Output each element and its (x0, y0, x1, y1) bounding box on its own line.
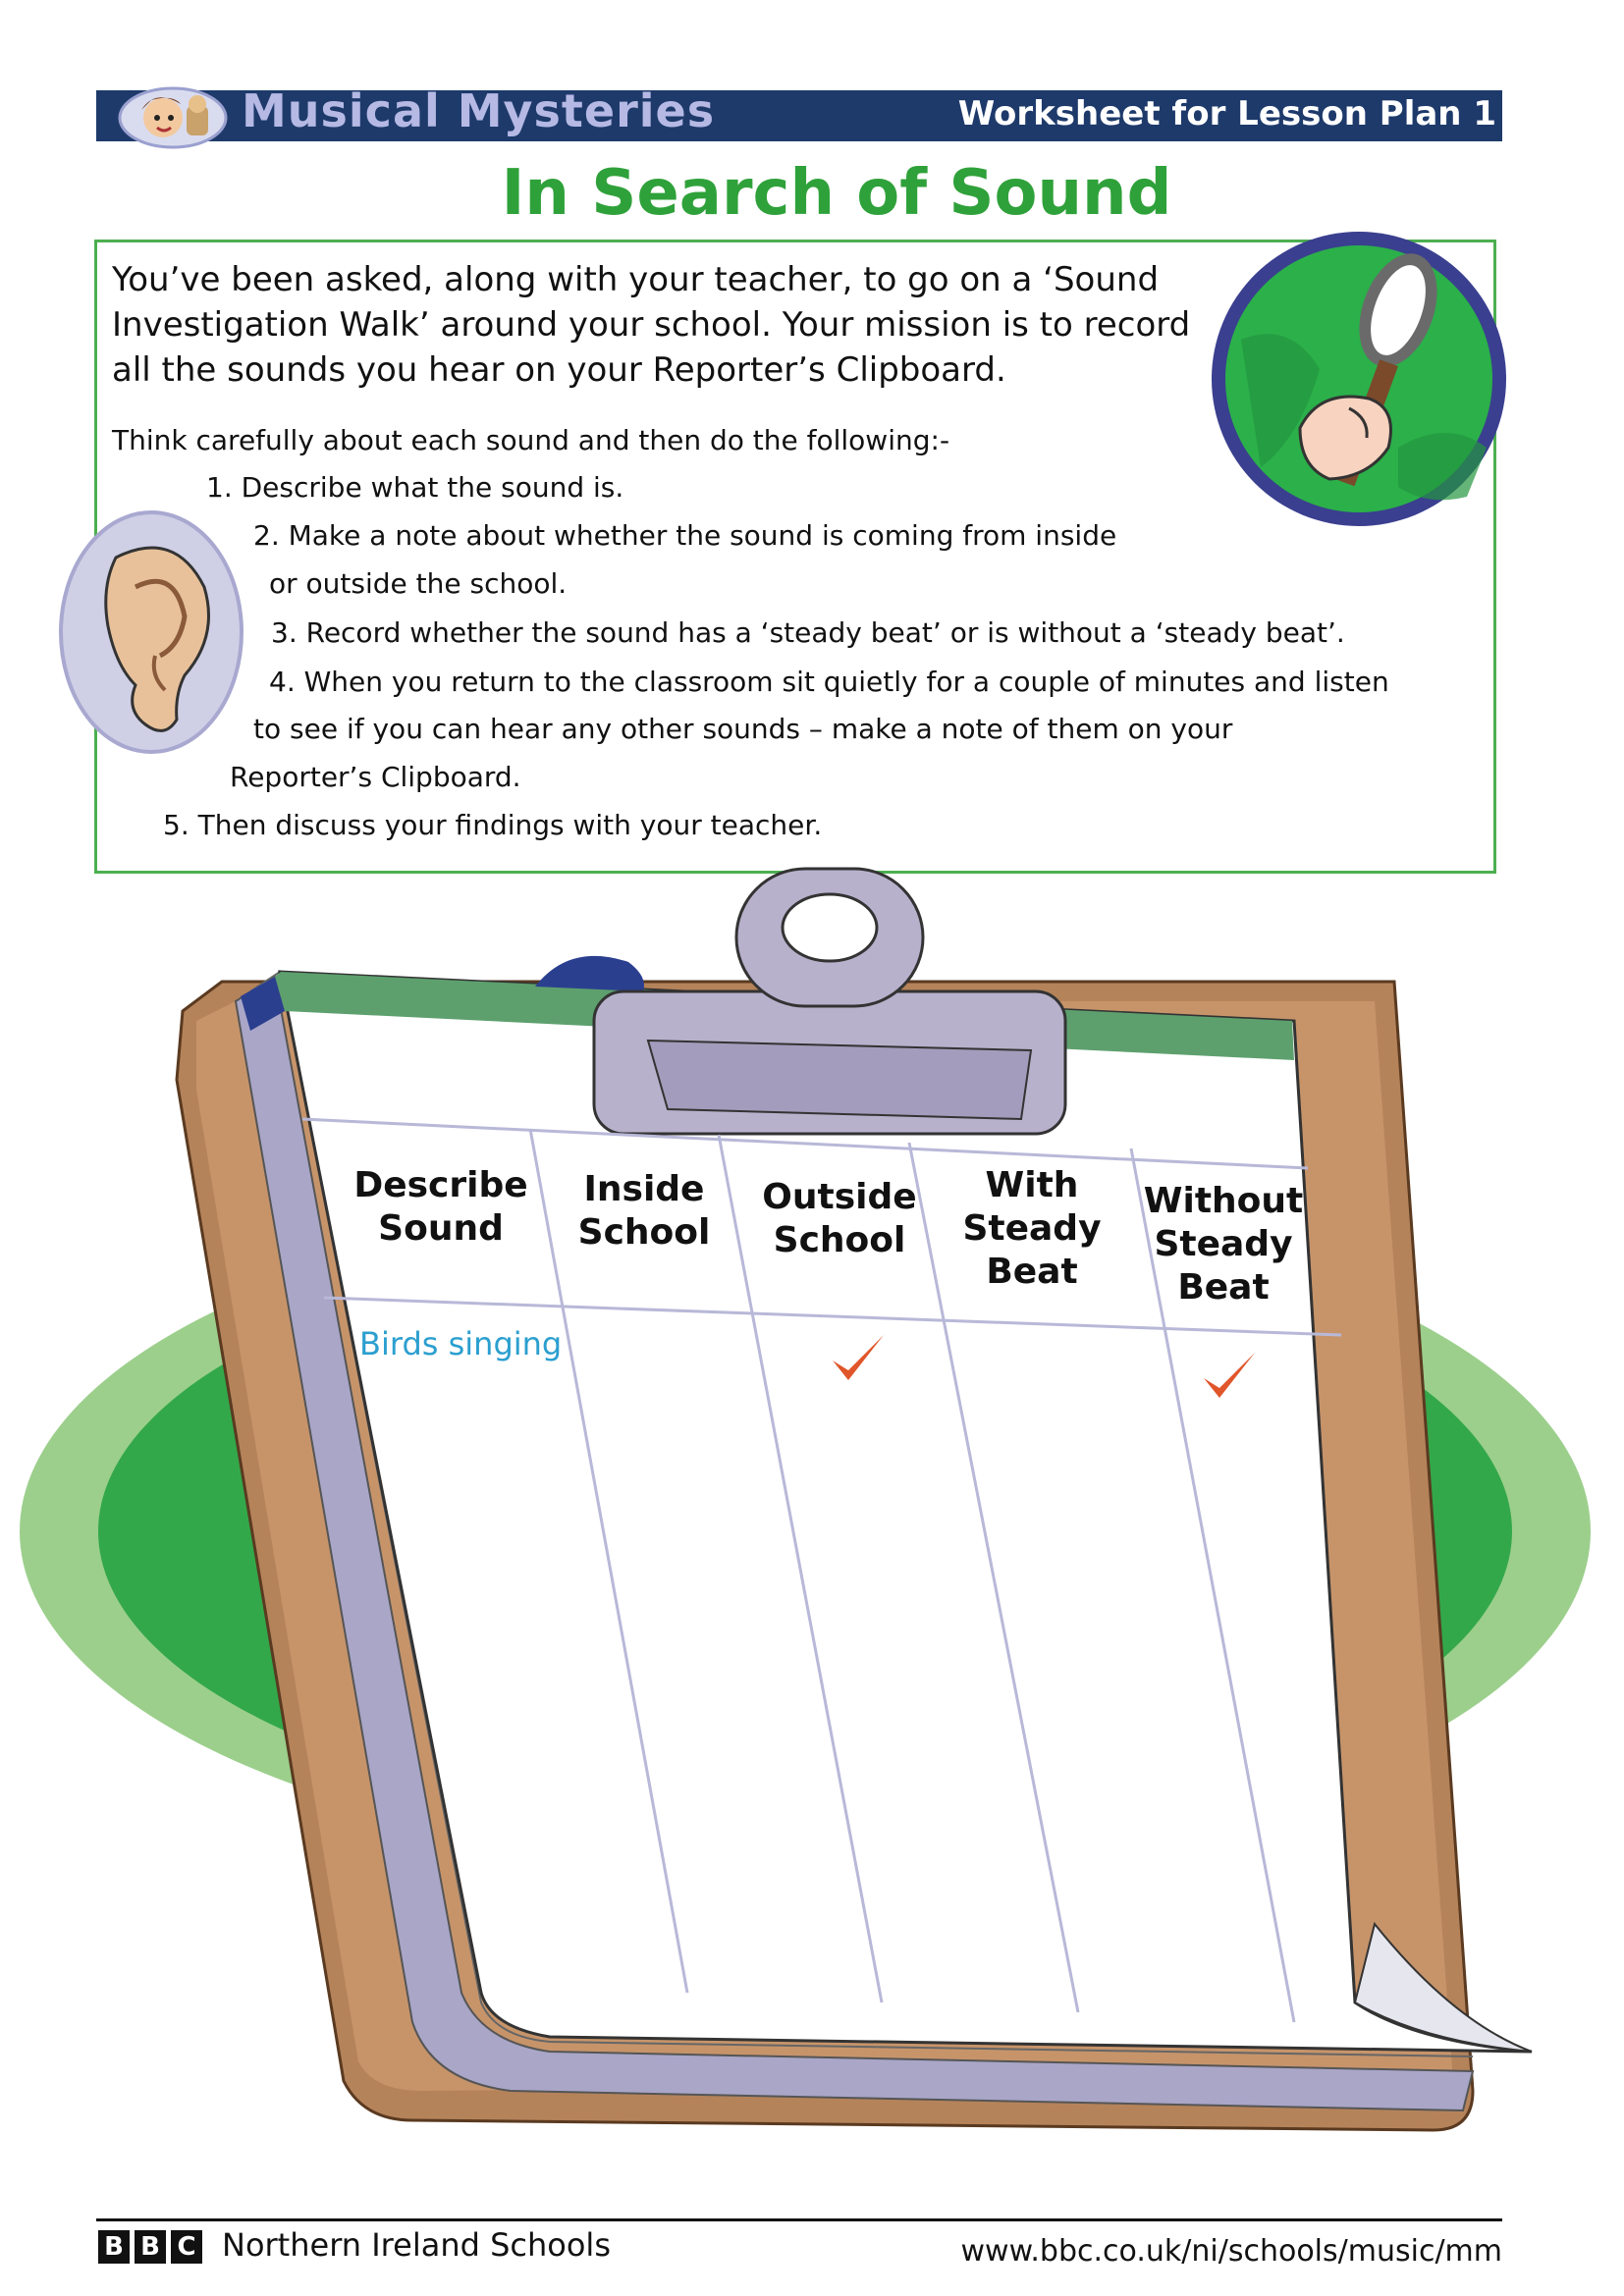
bbc-letter: B (98, 2230, 130, 2264)
step-3: 3. Record whether the sound has a ‘steady beat’ or is without a ‘steady beat’. (271, 616, 1345, 649)
footer-rule (96, 2218, 1502, 2221)
header-title: Musical Mysteries (242, 84, 716, 137)
column-header-describe-sound: Describe Sound (353, 1165, 528, 1249)
step-4-continued: to see if you can hear any other sounds – make a note of them on your (253, 713, 1233, 745)
bbc-letter: B (135, 2230, 166, 2264)
footer-org: Northern Ireland Schools (222, 2226, 611, 2264)
intro-text: You’ve been asked, along with your teacher, to go on a ‘Sound Investigation Walk’ around your school. Your mission is to record all the sounds you hear on your Reporter’s Clipboard. (112, 260, 1191, 390)
column-header-inside-school: Inside School (577, 1169, 711, 1253)
column-header-without-steady-beat: Without Steady Beat (1143, 1181, 1304, 1308)
column-header-with-steady-beat: With Steady Beat (962, 1165, 1102, 1292)
clipboard-illustration (0, 864, 1624, 2199)
step-1: 1. Describe what the sound is. (206, 471, 624, 504)
magnifying-glass-icon (1202, 222, 1516, 536)
example-sound-entry: Birds singing (359, 1325, 563, 1362)
checkmark-outside-icon (829, 1331, 888, 1386)
step-4: 4. When you return to the classroom sit quietly for a couple of minutes and listen (269, 666, 1389, 698)
bbc-letter: C (171, 2230, 202, 2264)
step-2: 2. Make a note about whether the sound is coming from inside (253, 519, 1117, 552)
worksheet-label: Worksheet for Lesson Plan 1 (957, 94, 1496, 133)
ear-icon (57, 508, 245, 756)
column-header-outside-school: Outside School (762, 1177, 917, 1260)
instructions-lead: Think carefully about each sound and then do the following:- (112, 424, 950, 456)
checkmark-without-beat-icon (1200, 1349, 1259, 1404)
page-title: In Search of Sound (501, 157, 1172, 230)
footer-url[interactable]: www.bbc.co.uk/ni/schools/music/mm (960, 2234, 1502, 2269)
bbc-logo (98, 2230, 202, 2264)
musical-mysteries-logo-icon (116, 80, 230, 149)
step-2-continued: or outside the school. (269, 567, 568, 600)
step-4-end: Reporter’s Clipboard. (230, 761, 521, 793)
step-5: 5. Then discuss your findings with your teacher. (163, 809, 823, 841)
